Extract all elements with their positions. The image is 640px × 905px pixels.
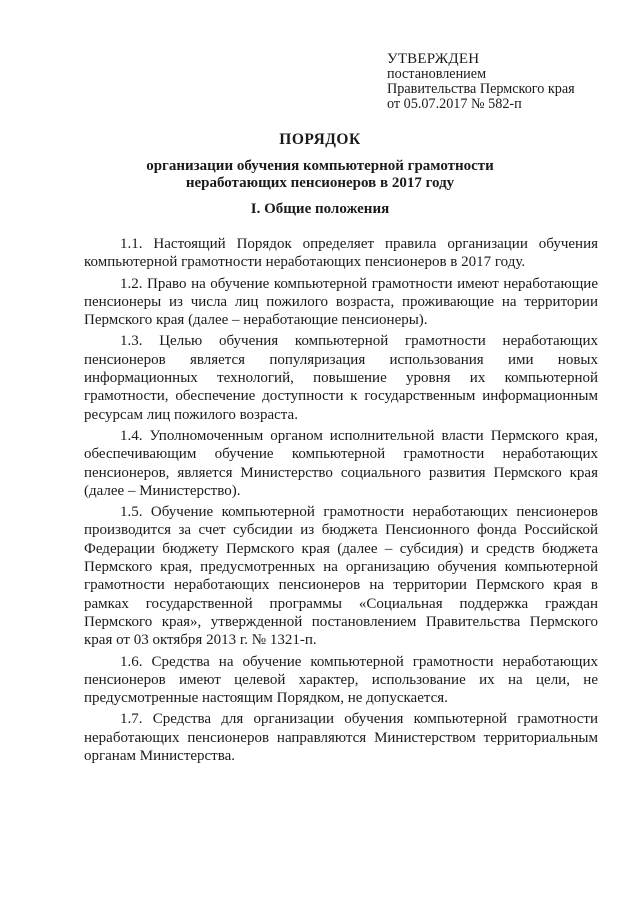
approval-line: Правительства Пермского края (387, 81, 575, 97)
subtitle-line: неработающих пенсионеров в 2017 году (185, 175, 455, 191)
paragraph-1-3: 1.3. Целью обучения компьютерной грамотности неработающих пенсионеров является популяризация использования ими новых информационных технологий, повышение уровня их компьютерной грамотности, обеспечение доступности к государственным информационным ресурсам лиц пожилого возраста. (84, 333, 598, 423)
paragraph-1-4: 1.4. Уполномоченным органом исполнительной власти Пермского края, обеспечивающим обучение компьютерной грамотности неработающих пенсионеров, является Министерство социального развития Пермского края (далее – Министерство). (84, 427, 598, 499)
approval-date-number: от 05.07.2017 № 582-п (387, 96, 522, 112)
paragraph-1-7: 1.7. Средства для организации обучения компьютерной грамотности неработающих пенсионеров направляются Министерством территориальным органам Министерства. (84, 711, 598, 765)
approval-line: постановлением (387, 66, 487, 82)
paragraph-1-1: 1.1. Настоящий Порядок определяет правила организации обучения компьютерной грамотности неработающих пенсионеров в 2017 году. (84, 236, 598, 271)
document-subtitle (0, 158, 640, 192)
subtitle-line: организации обучения компьютерной грамотности (146, 158, 494, 174)
document-title-block (0, 130, 640, 192)
paragraph-1-6: 1.6. Средства на обучение компьютерной грамотности неработающих пенсионеров имеют целевой характер, использование их на цели, не предусмотренные настоящим Порядком, не допускается. (84, 653, 598, 707)
approval-title: УТВЕРЖДЕН (387, 51, 480, 67)
document-body (84, 235, 598, 768)
approval-stamp (387, 52, 575, 112)
paragraph-1-5: 1.5. Обучение компьютерной грамотности неработающих пенсионеров производится за счет субсидии из бюджета Пенсионного фонда Российской Федерации бюджету Пермского края (далее – субсидия) и средств бюджета Пермского края, предусмотренных на организацию обучения компьютерной грамотности неработающих пенсионеров на территории Пермского края в рамках государственной программы «Социальная поддержка граждан Пермского края», утвержденной постановлением Правительства Пермского края от 03 октября 2013 г. № 1321-п. (84, 504, 598, 649)
section-heading: I. Общие положения (250, 201, 390, 217)
paragraph-1-2: 1.2. Право на обучение компьютерной грамотности имеют неработающие пенсионеры из числа лиц пожилого возраста, проживающие на территории Пермского края (далее – неработающие пенсионеры). (84, 275, 598, 329)
document-title: ПОРЯДОК (279, 131, 361, 148)
